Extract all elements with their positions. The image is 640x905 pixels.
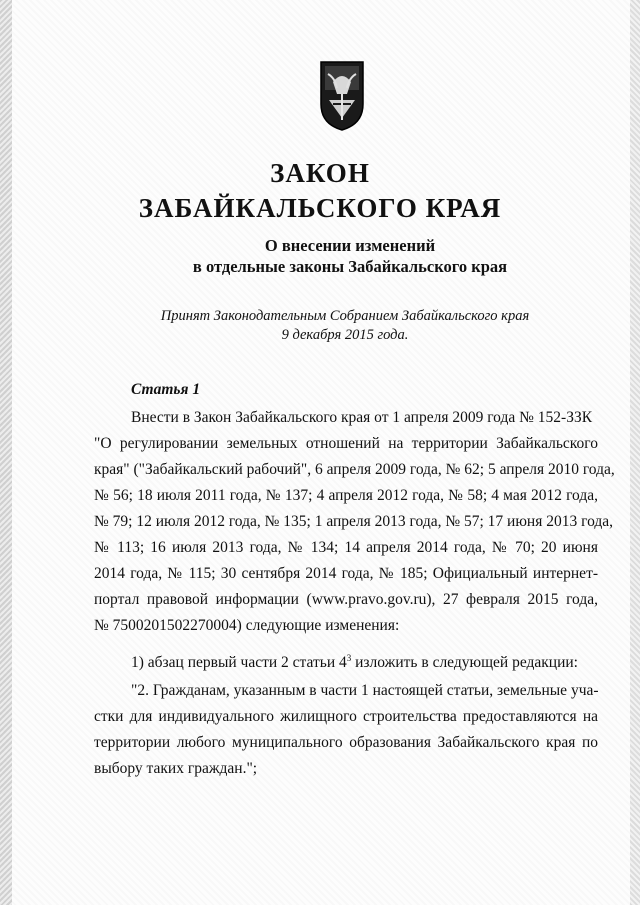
- scan-edge-right: [630, 0, 640, 905]
- paragraph-line: № 79; 12 июля 2012 года, № 135; 1 апреля 2013 года, № 57; 17 июня 2013 года,: [94, 513, 614, 530]
- amendment-item-text: 1) абзац первый части 2 статьи 4: [131, 654, 347, 671]
- quoted-line: стки для индивидуального жилищного строительства предоставляются на: [94, 708, 598, 725]
- quoted-line: выбору таких граждан.";: [94, 760, 258, 777]
- paragraph-line: № 56; 18 июля 2011 года, № 137; 4 апреля 2012 года, № 58; 4 мая 2012 года,: [94, 487, 598, 504]
- paragraph-line: портал правовой информации (www.pravo.gov.ru), 27 февраля 2015 года,: [94, 591, 598, 608]
- scan-edge-left: [0, 0, 12, 905]
- law-subject-line-2: в отдельные законы Забайкальского края: [192, 257, 508, 276]
- coat-of-arms-icon: [319, 60, 365, 132]
- adoption-note-line-1: Принят Законодательным Собранием Забайкальского края: [160, 308, 530, 324]
- quoted-line: территории любого муниципального образования Забайкальского края по: [94, 734, 598, 751]
- law-title: ЗАКОН: [270, 158, 370, 188]
- article-heading: Статья 1: [131, 381, 201, 398]
- amendment-item-text-end: изложить в следующей редакции:: [351, 654, 578, 671]
- adoption-note-line-2: 9 декабря 2015 года.: [281, 327, 409, 343]
- law-region-title: ЗАБАЙКАЛЬСКОГО КРАЯ: [138, 193, 502, 223]
- paragraph-line: № 7500201502270004) следующие изменения:: [94, 617, 400, 634]
- quoted-line: "2. Гражданам, указанным в части 1 настоящей статьи, земельные уча-: [131, 682, 599, 699]
- law-subject-line-1: О внесении изменений: [264, 236, 436, 255]
- paragraph-line: "О регулировании земельных отношений на территории Забайкальского: [94, 435, 598, 452]
- paragraph-line: 2014 года, № 115; 30 сентября 2014 года, № 185; Официальный интернет-: [94, 565, 598, 582]
- paragraph-line: № 113; 16 июля 2013 года, № 134; 14 апреля 2014 года, № 70; 20 июня: [94, 539, 598, 556]
- superscript: 3: [346, 653, 352, 663]
- paragraph-line: края" ("Забайкальский рабочий", 6 апреля 2009 года, № 62; 5 апреля 2010 года,: [94, 461, 615, 478]
- amendment-item-1: [131, 654, 578, 672]
- paragraph-line: Внести в Закон Забайкальского края от 1 апреля 2009 года № 152-ЗЗК: [131, 409, 593, 426]
